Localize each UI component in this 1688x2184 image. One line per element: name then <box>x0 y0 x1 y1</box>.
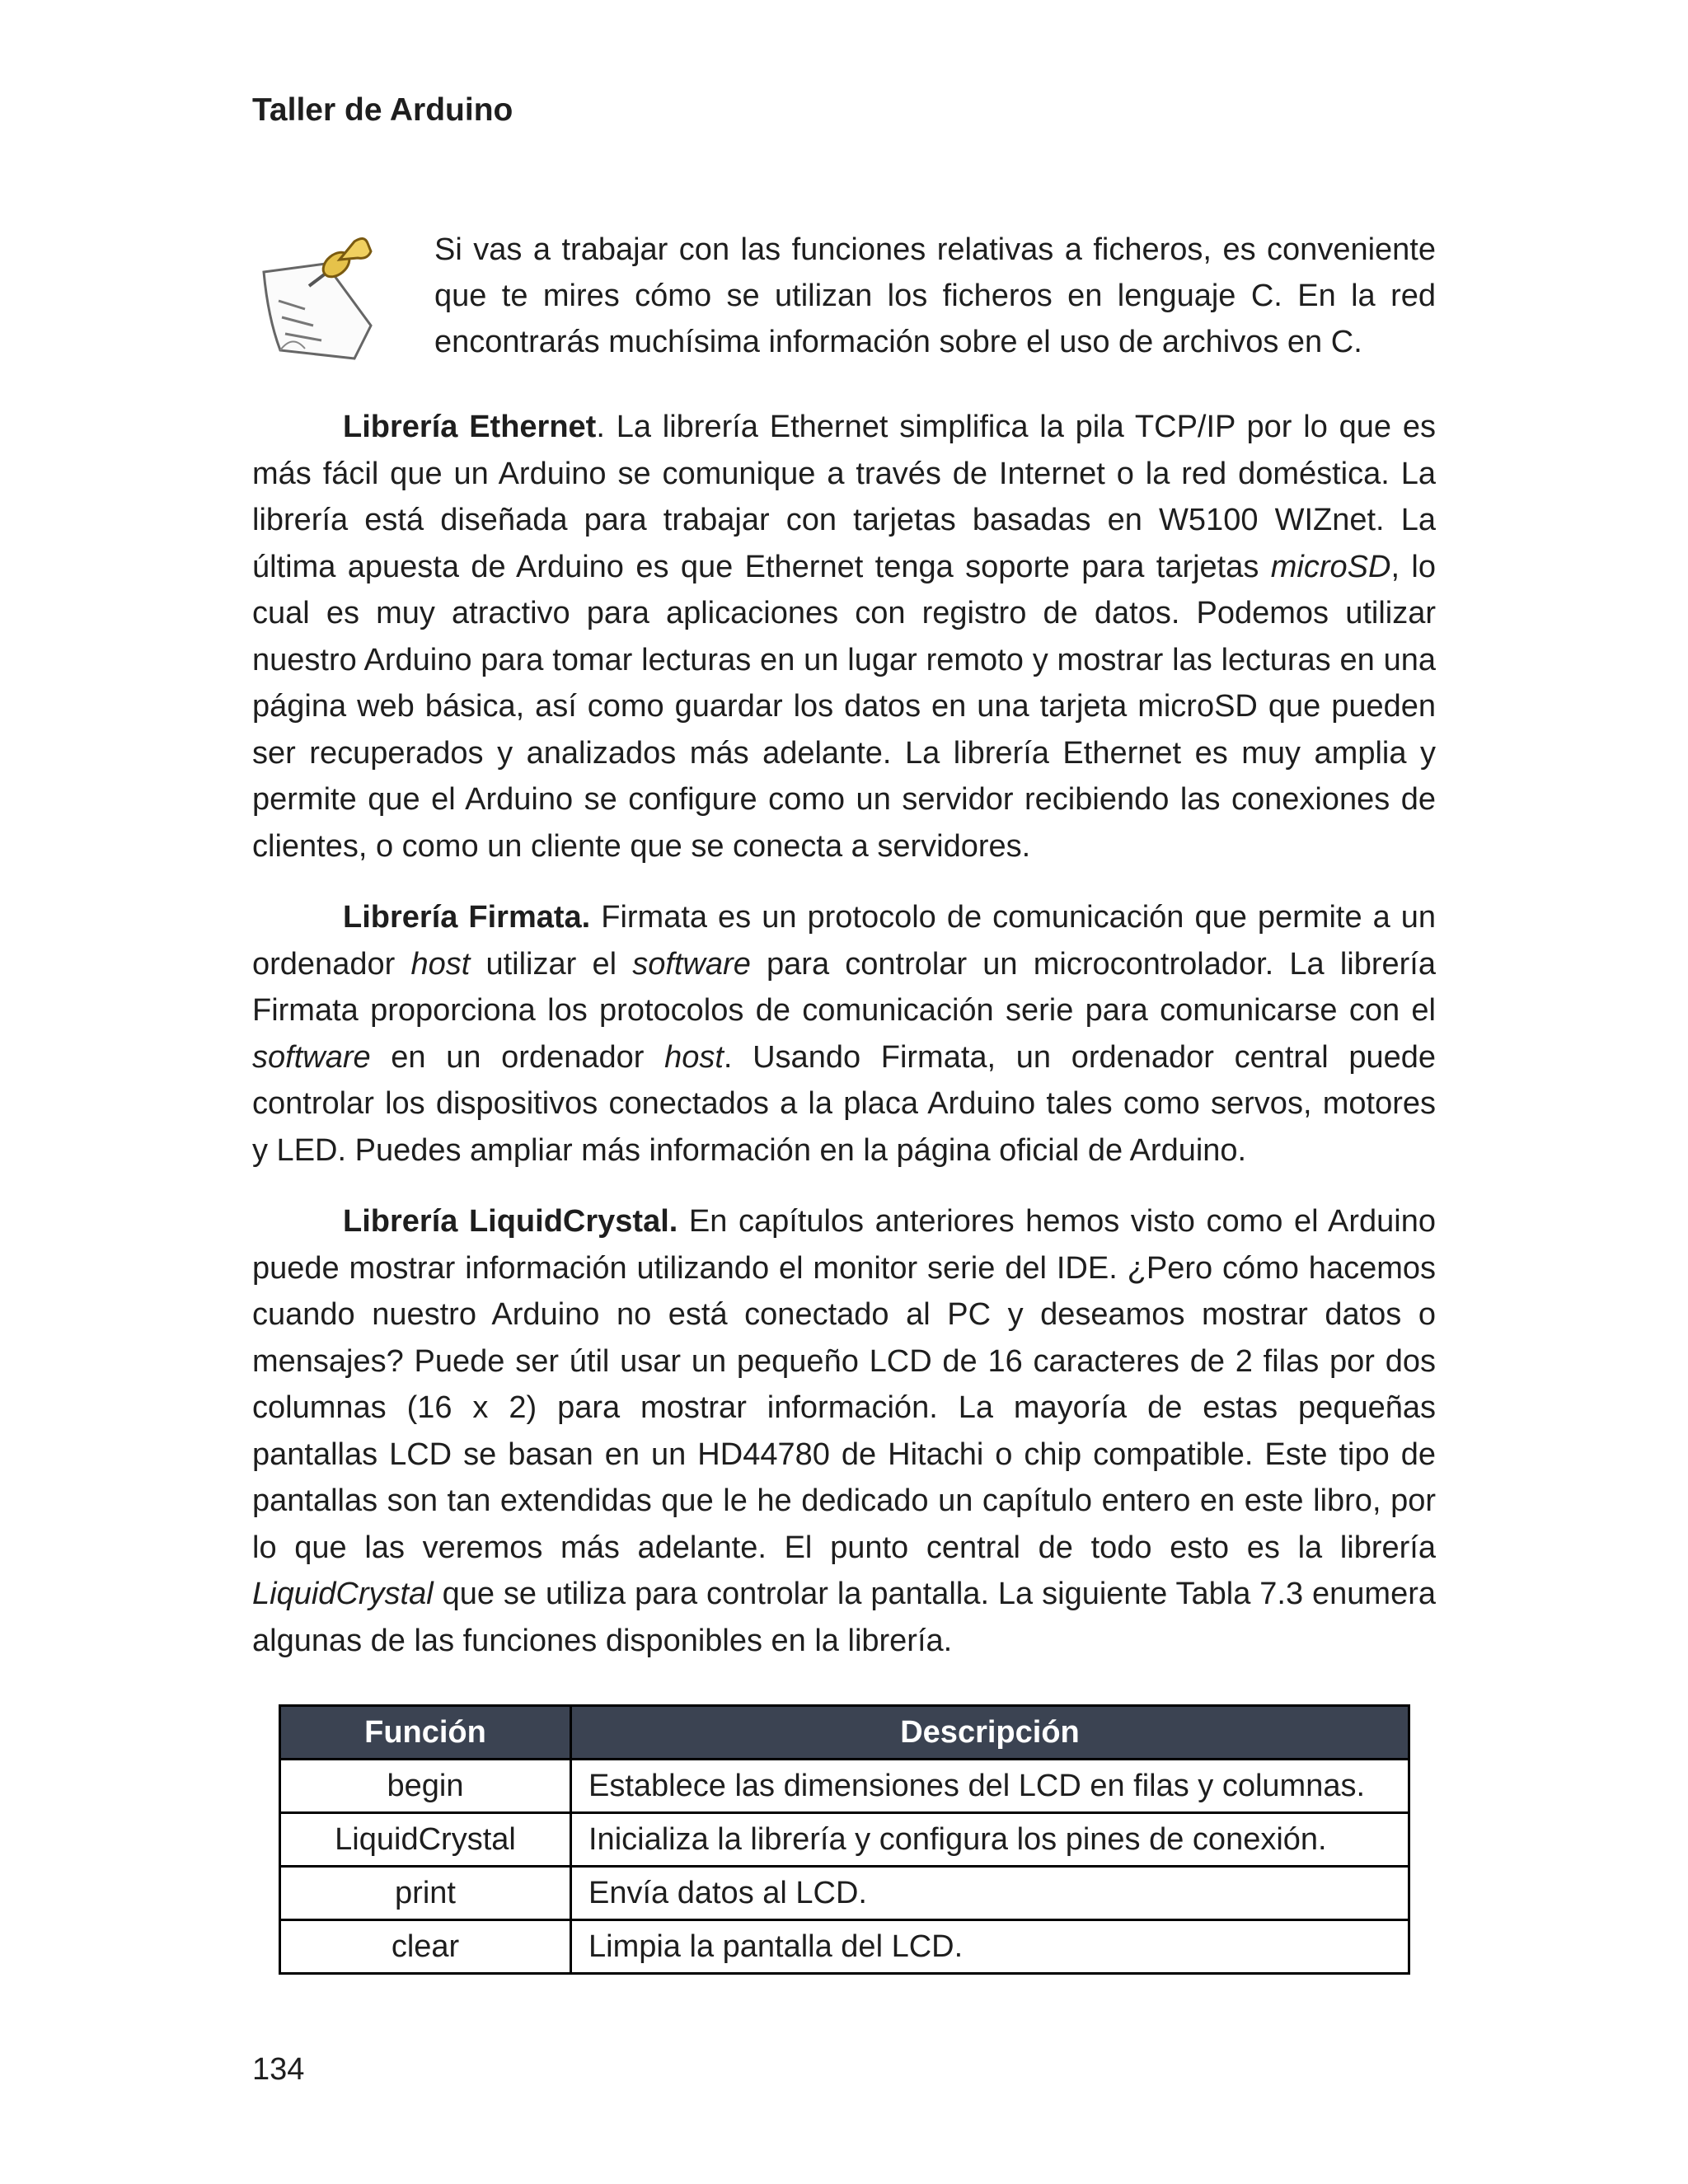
page-number: 134 <box>252 2052 305 2087</box>
pushpin-note-icon <box>247 227 396 367</box>
function-cell: begin <box>280 1760 571 1813</box>
paragraph-text: . La librería Ethernet simplifica la pila TCP/IP por lo que es más fácil que un Arduino se comunique a través de Internet o la red doméstica. La librería está diseñada para trabajar con tarjetas basadas en W5100 WIZnet. La última apuesta de Arduino es que Ethernet tenga soporte para tarjetas <box>252 410 1436 584</box>
paragraph-text: para controlar un microcontrolador. La librería Firmata proporciona los protocolos de comunicación serie para comunicarse con el <box>252 946 1437 1028</box>
function-cell: print <box>280 1867 571 1920</box>
paragraph-text: que se utiliza para controlar la pantalla. La siguiente Tabla 7.3 enumera algunas de las funciones disponibles en la librería. <box>252 1577 1436 1658</box>
heading-ethernet: Librería Ethernet <box>343 410 597 444</box>
emphasis: LiquidCrystal <box>252 1577 434 1611</box>
paragraph-firmata <box>252 894 1436 1174</box>
paragraph-text: en un ordenador <box>370 1039 665 1075</box>
paragraph-text: Firmata es un protocolo de comunicación que permite a un ordenador <box>252 900 1437 982</box>
function-cell: clear <box>280 1920 571 1974</box>
function-cell: LiquidCrystal <box>280 1813 571 1867</box>
emphasis: microSD <box>1270 549 1391 584</box>
heading-liquidcrystal: Librería LiquidCrystal. <box>343 1204 678 1239</box>
table-row <box>280 1813 1409 1867</box>
emphasis: software <box>252 1039 371 1075</box>
table-row <box>280 1920 1409 1974</box>
column-header-function: Función <box>280 1706 571 1760</box>
paragraph-text: En capítulos anteriores hemos visto como el Arduino puede mostrar información utilizando el monitor serie del IDE. ¿Pero cómo hacemos cuando nuestro Arduino no está conectado al PC y deseamos mostrar datos o mensajes? Puede ser útil usar un pequeño LCD de 16 caracteres de 2 filas por dos columnas (16 x 2) para mostrar información. La mayoría de estas pequeñas pantallas LCD se basan en un HD44780 de Hitachi o chip compatible. Este tipo de pantallas son tan extendidas que le he dedicado un capítulo entero en este libro, por lo que las veremos más adelante. El punto central de todo esto es la librería <box>252 1204 1436 1565</box>
description-cell: Envía datos al LCD. <box>571 1867 1409 1920</box>
description-cell: Inicializa la librería y configura los pines de conexión. <box>571 1813 1409 1867</box>
table-header-row <box>280 1706 1409 1760</box>
emphasis: software <box>632 946 751 982</box>
running-head: Taller de Arduino <box>252 92 513 128</box>
paragraph-text: . Usando Firmata, un ordenador central puede controlar los dispositivos conectados a la placa Arduino tales como servos, motores y LED. Puedes ampliar más información en la página oficial de Arduino. <box>252 1039 1436 1168</box>
emphasis: host <box>664 1039 724 1075</box>
paragraph-text: utilizar el <box>470 946 633 982</box>
heading-firmata: Librería Firmata. <box>343 900 591 935</box>
emphasis: host <box>410 946 471 982</box>
functions-table <box>279 1704 1410 1975</box>
note-box <box>247 227 1436 367</box>
paragraph-ethernet <box>252 404 1436 869</box>
body-text <box>252 404 1436 1689</box>
table-row <box>280 1867 1409 1920</box>
description-cell: Establece las dimensiones del LCD en filas y columnas. <box>571 1760 1409 1813</box>
description-cell: Limpia la pantalla del LCD. <box>571 1920 1409 1974</box>
column-header-description: Descripción <box>571 1706 1409 1760</box>
note-text: Si vas a trabajar con las funciones relativas a ficheros, es conveniente que te mires cómo se utilizan los ficheros en lenguaje C. En la red encontrarás muchísima información sobre el uso de archivos en C. <box>434 232 1436 359</box>
paragraph-text: , lo cual es muy atractivo para aplicaciones con registro de datos. Podemos utilizar nuestro Arduino para tomar lecturas en un lugar remoto y mostrar las lecturas en una página web básica, así como guardar los datos en una tarjeta microSD que pueden ser recuperados y analizados más adelante. La librería Ethernet es muy amplia y permite que el Arduino se configure como un servidor recibiendo las conexiones de clientes, o como un cliente que se conecta a servidores. <box>252 549 1436 864</box>
table-row <box>280 1760 1409 1813</box>
paragraph-liquidcrystal <box>252 1198 1436 1664</box>
